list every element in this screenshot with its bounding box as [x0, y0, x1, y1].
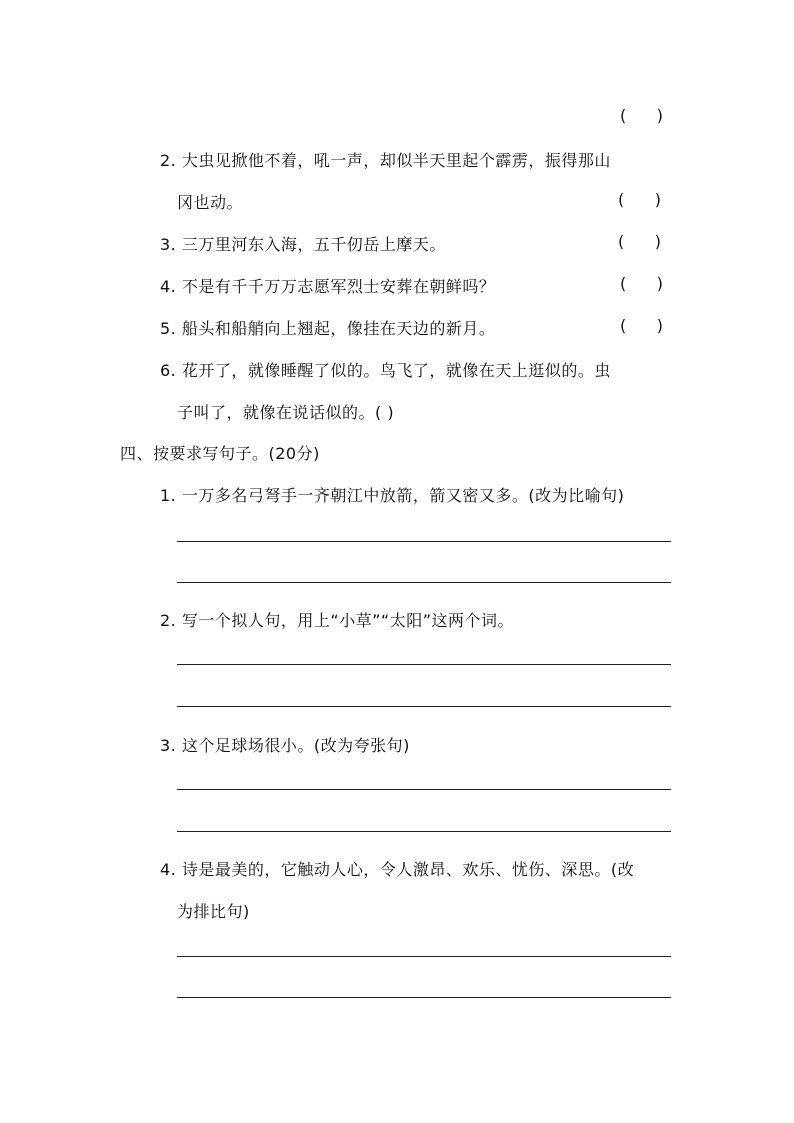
item5-text: 5. 船头和船艄向上翘起，像挂在天边的新月。: [160, 319, 496, 338]
q2-prompt: 2. 写一个拟人句，用上“小草”“太阳”这两个词。: [160, 611, 515, 630]
q2-answer-line-2[interactable]: [177, 706, 671, 707]
item6-text-line1: 6. 花开了，就像睡醒了似的。鸟飞了，就像在天上逛似的。虫: [160, 361, 611, 380]
item3-text: 3. 三万里河东入海，五千仞岳上摩天。: [160, 235, 446, 254]
item2-text-line1: 2. 大虫见掀他不着，吼一声，却似半天里起个霹雳，振得那山: [160, 151, 611, 170]
q4-prompt-line2: 为排比句): [177, 902, 250, 921]
q4-prompt-line1: 4. 诗是最美的，它触动人心，令人激昂、欢乐、忧伤、深思。(改: [160, 860, 635, 879]
answer-paren-item3[interactable]: ( ): [618, 232, 661, 251]
q3-prompt: 3. 这个足球场很小。(改为夸张句): [160, 736, 410, 755]
q1-answer-line-1[interactable]: [177, 541, 671, 542]
q3-answer-line-2[interactable]: [177, 831, 671, 832]
q4-answer-line-1[interactable]: [177, 956, 671, 957]
answer-paren-item1[interactable]: ( ): [620, 106, 663, 125]
section4-title: 四、按要求写句子。(20分): [120, 444, 320, 463]
q3-answer-line-1[interactable]: [177, 789, 671, 790]
answer-paren-item5[interactable]: ( ): [620, 316, 663, 335]
answer-paren-item4[interactable]: ( ): [620, 274, 663, 293]
q1-prompt: 1. 一万多名弓弩手一齐朝江中放箭，箭又密又多。(改为比喻句): [160, 486, 625, 505]
q2-answer-line-1[interactable]: [177, 664, 671, 665]
q4-answer-line-2[interactable]: [177, 997, 671, 998]
q1-answer-line-2[interactable]: [177, 582, 671, 583]
item4-text: 4. 不是有千千万万志愿军烈士安葬在朝鲜吗？: [160, 277, 496, 296]
item2-text-line2: 冈也动。: [177, 193, 244, 212]
item6-text-line2: 子叫了，就像在说话似的。( ): [177, 403, 395, 422]
answer-paren-item2[interactable]: ( ): [618, 190, 661, 209]
